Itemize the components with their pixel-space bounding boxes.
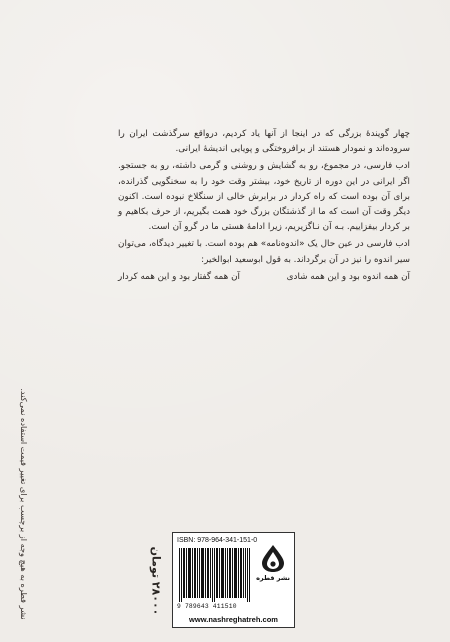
drop-logo-icon	[256, 543, 290, 573]
isbn-label: ISBN: 978-964-341-151-0	[177, 537, 258, 544]
paragraph-3: ادب فارسی در عین حال یک «اندوه‌نامه» هم بوده است. با تغییر دیدگاه، می‌توان سیر اندوه را نیز در آن برگرداند. به قول ابوسعید ابوالخیر:	[118, 239, 410, 265]
paragraph-1: چهار گویندهٔ بزرگی که در اینجا از آنها یاد کردیم، درواقع سرگذشت ایران را سروده‌اند و نمودار هستند از برافروختگی و پویایی اندیشهٔ ایرانی.	[118, 129, 410, 155]
paragraph-2: ادب فارسی، در مجموع، رو به گشایش و روشنی و گرمی داشته، رو به جستجو. اگر ایرانی در این دوره از تاریخ خود، بیشتر وقت خود را به سخنگویی گذرانده، برای آن بوده است که راه کردار در برابرش خالی از سنگلاخ نبوده است. اکنون دیگر وقت آن است که ما از گذشتگان بزرگ خود همت بگیریم، از حرف بکاهیم و بر کردار بیفزاییم. بـه آن نـاگزیریم، زیرا ادامهٔ هستی ما در گرو آن است.	[118, 161, 410, 233]
barcode-digits: 9 789643 411510	[177, 603, 237, 610]
vertical-notice-text: نشر قطره به هیچ وجه از برچسب برای تغییر قیمت استفاده نمی‌کند.	[19, 388, 29, 620]
publisher-website: www.nashreghatreh.com	[189, 615, 278, 624]
publisher-name: نشر قطره	[256, 574, 290, 582]
vertical-notice	[16, 378, 32, 630]
poem-verse	[118, 270, 410, 285]
back-cover-text	[118, 127, 410, 285]
price-label	[142, 534, 170, 628]
barcode-icon	[179, 548, 251, 602]
poem-left-hemistich: آن همه گفتار بود و این همه کردار	[118, 271, 240, 282]
publisher-logo	[256, 543, 290, 589]
price-text: ۲۸۰۰۰ تومان	[149, 546, 163, 616]
poem-right-hemistich: آن همه اندوه بود و این همه شادی	[286, 271, 410, 282]
barcode-panel	[172, 532, 295, 628]
